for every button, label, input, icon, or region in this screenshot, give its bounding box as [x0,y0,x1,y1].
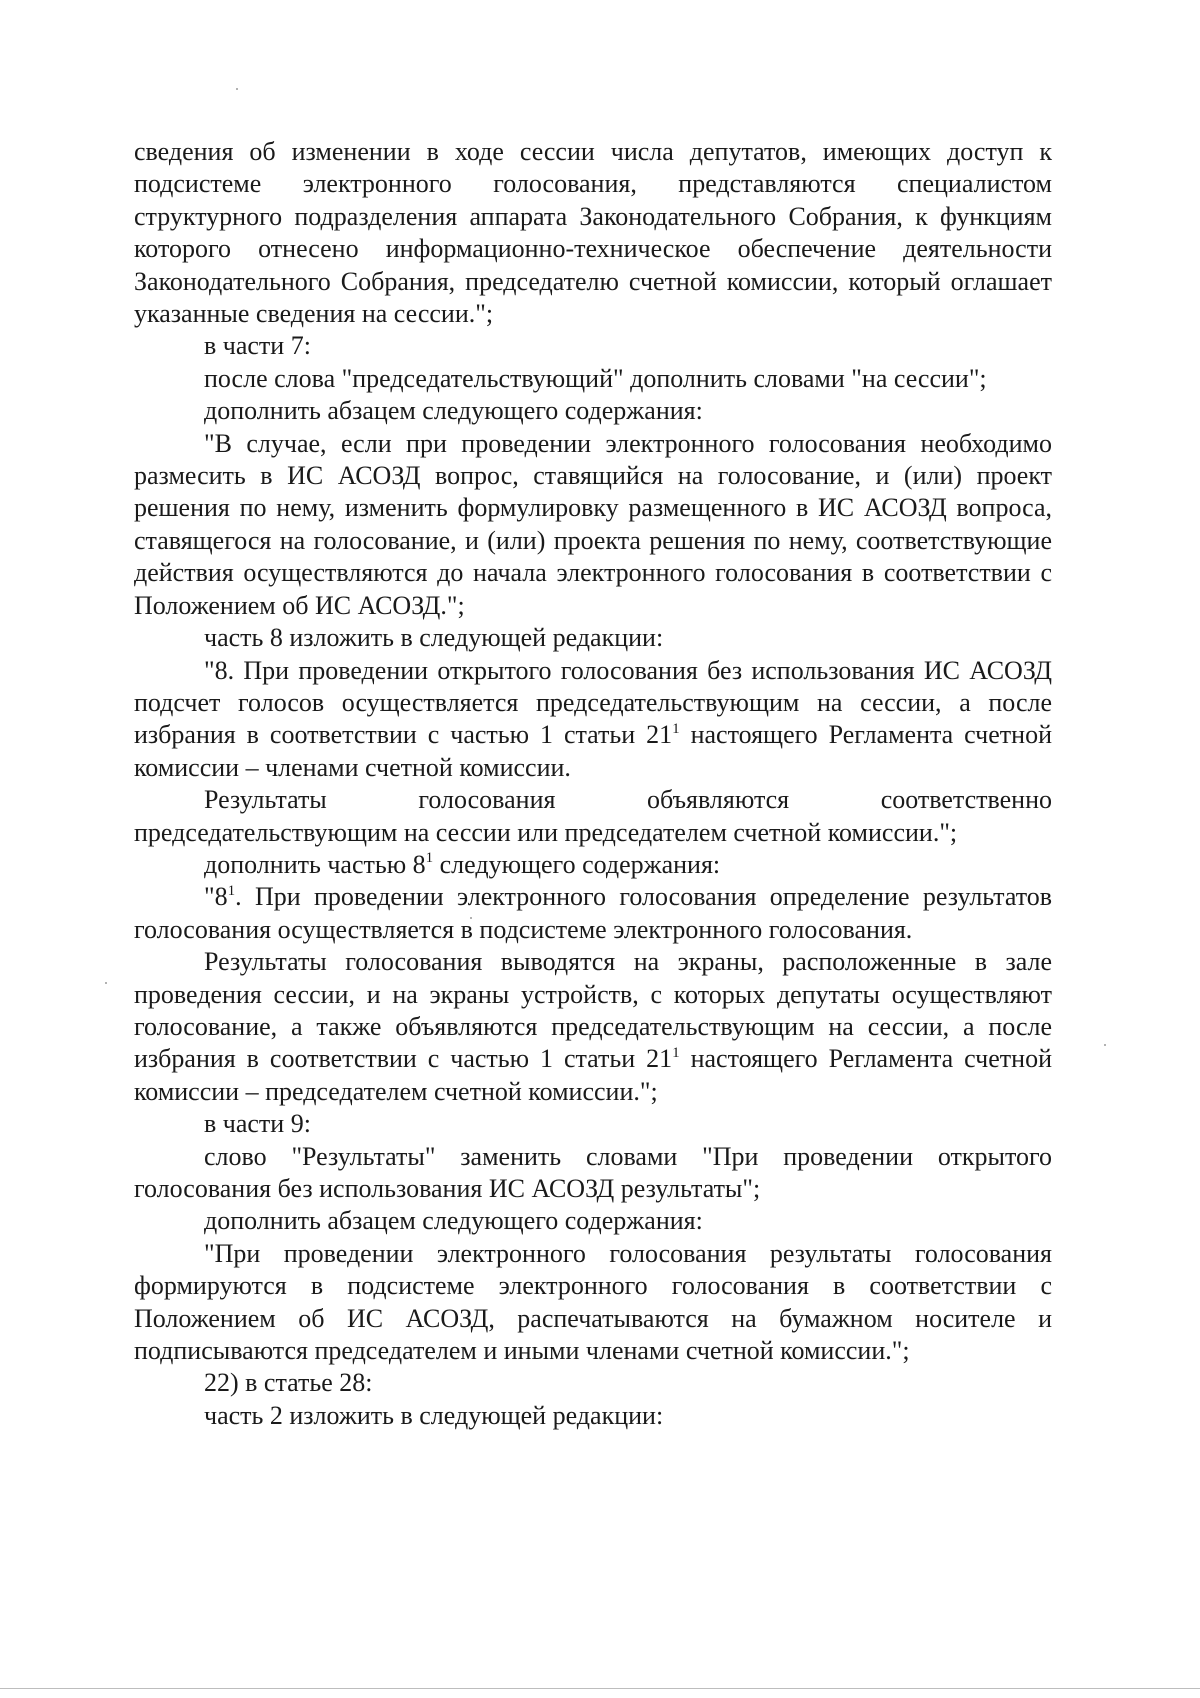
paragraph: в части 9: [204,1109,311,1139]
superscript: 1 [672,1044,680,1061]
paragraph: слово "Результаты" заменить словами "При проведении открытого голосования без использования ИС АСОЗД результаты"; [134,1141,1052,1203]
document-body [134,136,1052,1432]
paragraph: сведения об изменении в ходе сессии числа депутатов, имеющих доступ к подсистеме электронного голосования, представляются специалистом структурного подразделения аппарата Законодательного Собрания, к функциям которого отнесено информационно-техническое обеспечение деятельности Законодательного Собрания, председателю счетной комиссии, который оглашает указанные сведения на сессии."; [134,137,1052,329]
paragraph-text: "8. При проведении открытого голосования без использования ИС АСОЗД подсчет голосов осуществляется председательствующим на сессии, а после избрания в соответствии с частью 1 статьи 21 [134,655,1052,750]
scan-speck [236,88,238,90]
scan-speck [105,982,107,984]
paragraph-text: настоящего Регламента счетной комиссии – председателем счетной комиссии."; [134,1044,1052,1106]
paragraph: часть 8 изложить в следующей редакции: [204,623,664,653]
paragraph [134,946,1052,1108]
scan-speck [1104,1044,1106,1046]
paragraph [134,655,1052,785]
paragraph-text: настоящего Регламента счетной комиссии – членами счетной комиссии. [134,720,1052,782]
paragraph: 22) в статье 28: [204,1368,373,1398]
paragraph: дополнить абзацем следующего содержания: [204,396,703,426]
paragraph-text: Результаты голосования выводятся на экраны, расположенные в зале проведения сессии, и на экраны устройств, с которых депутаты осуществляют голосование, а также объявляются председательствующим на сессии, а после избрания в соответствии с частью 1 статьи 21 [134,947,1052,1074]
paragraph: "При проведении электронного голосования результаты голосования формируются в подсистеме электронного голосования в соответствии с Положением об ИС АСОЗД, распечатываются на бумажном носителе и подписываются председателем и иными членами счетной комиссии."; [134,1238,1052,1366]
paragraph [134,881,1052,946]
paragraph: после слова "председательствующий" дополнить словами "на сессии"; [204,363,987,393]
paragraph-text: "8 [204,882,228,912]
superscript: 1 [425,850,434,867]
scan-edge-line [0,1688,1200,1689]
paragraph: "В случае, если при проведении электронного голосования необходимо размесить в ИС АСОЗД вопрос, ставящийся на голосование, и (или) проект решения по нему, изменить формулировку размещенного в ИС АСОЗД вопроса, ставящегося на голосование, и (или) проекта решения по нему, соответствующие действия осуществляются до начала электронного голосования в соответствии с Положением об ИС АСОЗД."; [134,428,1052,620]
superscript: 1 [227,882,236,899]
paragraph [134,849,1052,881]
paragraph: дополнить абзацем следующего содержания: [204,1206,703,1236]
paragraph-text: следующего содержания: [433,849,721,879]
paragraph: в части 7: [204,331,311,361]
paragraph-text: . При проведении электронного голосования определение результатов голосования осуществляется в подсистеме электронного голосования. [134,882,1052,944]
superscript: 1 [672,720,680,737]
paragraph: часть 2 изложить в следующей редакции: [204,1400,664,1430]
paragraph-text: дополнить частью 8 [204,849,426,879]
paragraph: Результаты голосования объявляются соответственно председательствующим на сессии или председателем счетной комиссии."; [134,785,1052,847]
